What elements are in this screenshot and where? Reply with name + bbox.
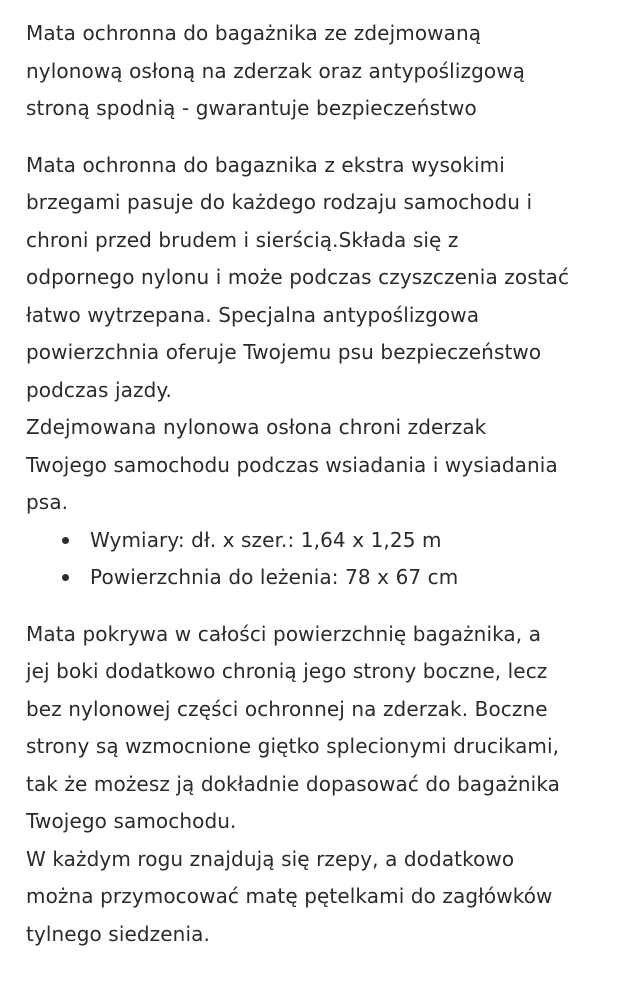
specs-list xyxy=(26,522,626,597)
product-description xyxy=(26,15,626,953)
spec-lying-area: Powierzchnia do leżenia: 78 x 67 cm xyxy=(90,565,459,589)
spec-dimensions: Wymiary: dł. x szer.: 1,64 x 1,25 m xyxy=(90,527,442,552)
list-item xyxy=(26,559,626,597)
bullet-icon xyxy=(62,574,69,581)
description-paragraph-2: Zdejmowana nylonowa osłona chroni zderzak Twojego samochodu podczas wsiadania i wysiadania psa. xyxy=(26,415,558,514)
description-paragraph-4: W każdym rogu znajdują się rzepy, a dodatkowo można przymocować matę pętelkami do zagłówków tylnego siedzenia. xyxy=(26,846,553,946)
list-item xyxy=(26,522,626,560)
description-paragraph-1: Mata ochronna do bagaznika z ekstra wysokimi brzegami pasuje do każdego rodzaju samochodu i chroni przed brudem i sierścią.Składa się z odpornego nylonu i może podczas czyszczenia zostać łatwo wytrzepana. Specjalna antypoślizgowa powierzchnia oferuje Twojemu psu bezpieczeństwo podczas jazdy. xyxy=(26,152,570,402)
intro-paragraph: Mata ochronna do bagażnika ze zdejmowaną nylonową osłoną na zderzak oraz antypoślizgową stroną spodnią - gwarantuje bezpieczeństwo xyxy=(26,21,526,120)
description-paragraph-3: Mata pokrywa w całości powierzchnię bagażnika, a jej boki dodatkowo chronią jego strony boczne, lecz bez nylonowej części ochronnej na zderzak. Boczne strony są wzmocnione giętko splecionymi drucikami, tak że możesz ją dokładnie dopasować do bagażnika Twojego samochodu. xyxy=(26,621,561,833)
bullet-icon xyxy=(62,537,69,544)
